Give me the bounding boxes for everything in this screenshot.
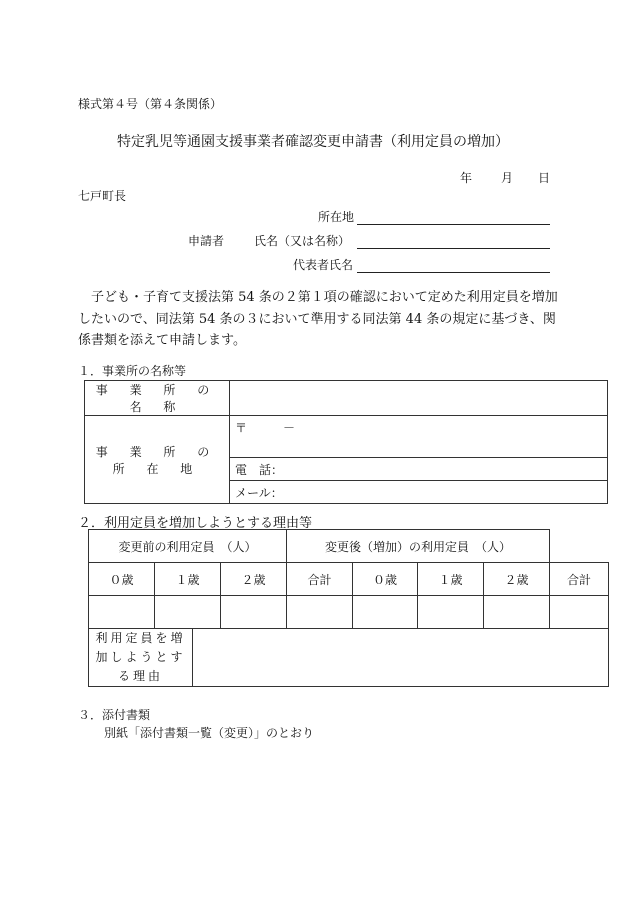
body-paragraph: 子ども・子育て支援法第 54 条の２第１項の確認において定めた利用定員を増加したいので、同法第 54 条の３において準用する同法第 44 条の規定に基づき、関係書類を添えて申請します。: [78, 290, 558, 348]
reason-field[interactable]: [193, 629, 609, 687]
before-age-1: １歳: [155, 563, 221, 596]
before-total-value[interactable]: [287, 596, 353, 629]
before-age-1-value[interactable]: [155, 596, 221, 629]
before-capacity-header: 変更前の利用定員 （人）: [89, 530, 287, 563]
representative-label: 代表者氏名: [293, 258, 354, 272]
facility-name-field[interactable]: [230, 381, 608, 416]
facility-location-label: 事 業 所 の 所 在 地: [85, 416, 230, 504]
after-age-2-value[interactable]: [484, 596, 550, 629]
phone-field[interactable]: 電 話：: [230, 458, 608, 481]
email-field[interactable]: メール：: [230, 481, 608, 504]
before-age-2: ２歳: [221, 563, 287, 596]
after-age-0: ０歳: [353, 563, 418, 596]
name-line: [357, 234, 550, 249]
after-capacity-header: 変更後（増加）の利用定員 （人）: [287, 530, 550, 563]
after-total: 合計: [550, 563, 609, 596]
reason-label: 利用定員を増加しようとする理由: [89, 629, 193, 687]
address-label: 所在地: [318, 210, 355, 224]
capacity-table: [88, 529, 609, 687]
after-age-0-value[interactable]: [353, 596, 418, 629]
date-day: 日: [538, 171, 551, 185]
facility-table: [84, 380, 608, 504]
postal-field[interactable]: 〒 －: [230, 416, 608, 458]
after-age-1-value[interactable]: [418, 596, 484, 629]
name-label: 氏名（又は名称）: [254, 234, 351, 248]
facility-name-label: 事 業 所 の 名 称: [85, 381, 230, 416]
before-age-0-value[interactable]: [89, 596, 155, 629]
date-year: 年: [460, 171, 473, 185]
section1-heading: １．事業所の名称等: [78, 364, 187, 378]
after-age-2: ２歳: [484, 563, 550, 596]
addressee: 七戸町長: [78, 189, 127, 203]
after-age-1: １歳: [418, 563, 484, 596]
attachments-text: 別紙「添付書類一覧（変更）」のとおり: [104, 726, 315, 740]
document-title: 特定乳児等通園支援事業者確認変更申請書（利用定員の増加）: [117, 134, 509, 150]
after-total-value[interactable]: [550, 596, 609, 629]
form-number: 様式第４号（第４条関係）: [78, 97, 223, 111]
before-age-0: ０歳: [89, 563, 155, 596]
address-line: [357, 210, 550, 225]
section2-heading: ２．利用定員を増加しようとする理由等: [78, 516, 313, 531]
date-month: 月: [501, 171, 514, 185]
before-total: 合計: [287, 563, 353, 596]
applicant-label: 申請者: [188, 234, 225, 248]
section3-heading: ３．添付書類: [78, 708, 151, 722]
before-age-2-value[interactable]: [221, 596, 287, 629]
representative-line: [357, 258, 550, 273]
